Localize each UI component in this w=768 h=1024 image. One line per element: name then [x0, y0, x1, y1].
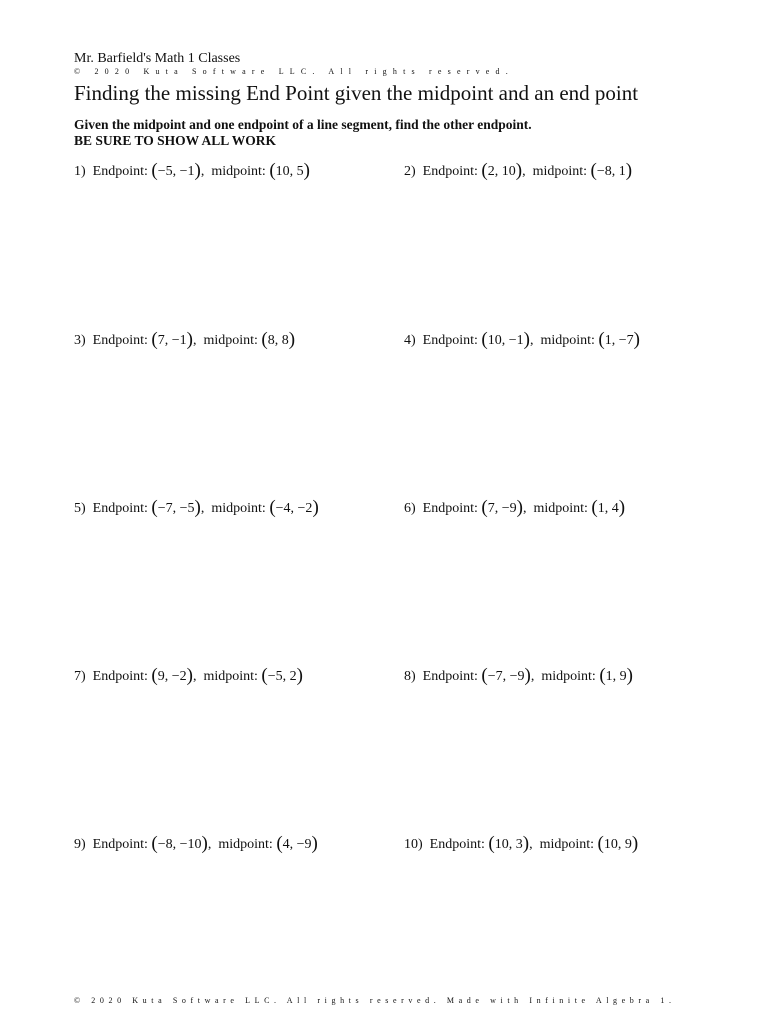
problem-number: 2)	[404, 164, 416, 179]
endpoint-label: Endpoint:	[92, 501, 148, 516]
midpoint-label: midpoint:	[541, 669, 596, 684]
worksheet-header	[74, 50, 714, 106]
problem-number: 5)	[74, 501, 86, 516]
footer-copyright: © 2020 Kuta Software LLC. All rights reserved. Made with Infinite Algebra 1.	[74, 996, 676, 1005]
endpoint-label: Endpoint:	[422, 164, 478, 179]
problem-9: 9) Endpoint: (−8, −10), midpoint: (4, −9)	[74, 833, 318, 854]
worksheet-title: Finding the missing End Point given the midpoint and an end point	[74, 81, 639, 105]
endpoint-label: Endpoint:	[429, 837, 485, 852]
endpoint-value: −7, −9	[487, 669, 525, 684]
midpoint-label: midpoint:	[218, 837, 273, 852]
problem-1: 1) Endpoint: (−5, −1), midpoint: (10, 5)	[74, 160, 310, 181]
problem-number: 1)	[74, 164, 86, 179]
midpoint-value: 10, 5	[275, 164, 304, 179]
problem-6: 6) Endpoint: (7, −9), midpoint: (1, 4)	[404, 497, 626, 518]
problem-7: 7) Endpoint: (9, −2), midpoint: (−5, 2)	[74, 665, 303, 686]
endpoint-value: 7, −1	[157, 333, 187, 348]
problem-4: 4) Endpoint: (10, −1), midpoint: (1, −7)	[404, 329, 640, 350]
endpoint-value: −8, −10	[157, 837, 202, 852]
problem-number: 6)	[404, 501, 416, 516]
endpoint-value: 10, 3	[494, 837, 523, 852]
endpoint-label: Endpoint:	[92, 333, 148, 348]
endpoint-value: 9, −2	[157, 669, 187, 684]
copyright-notice: © 2020 Kuta Software LLC. All rights reserved.	[74, 67, 514, 76]
midpoint-label: midpoint:	[211, 501, 266, 516]
midpoint-value: 1, −7	[604, 333, 634, 348]
endpoint-label: Endpoint:	[92, 669, 148, 684]
midpoint-label: midpoint:	[532, 164, 588, 179]
endpoint-label: Endpoint:	[92, 837, 148, 852]
instructions-line-1: Given the midpoint and one endpoint of a line segment, find the other endpoint.	[74, 117, 532, 132]
problem-number: 9)	[74, 837, 86, 852]
endpoint-value: 7, −9	[487, 501, 517, 516]
endpoint-value: −5, −1	[157, 164, 195, 179]
midpoint-value: 1, 4	[597, 501, 619, 516]
instructions	[74, 117, 532, 149]
problem-number: 3)	[74, 333, 86, 348]
problem-10: 10) Endpoint: (10, 3), midpoint: (10, 9)	[404, 833, 639, 854]
endpoint-label: Endpoint:	[422, 501, 478, 516]
midpoint-label: midpoint:	[211, 164, 266, 179]
midpoint-label: midpoint:	[540, 333, 595, 348]
midpoint-label: midpoint:	[203, 669, 258, 684]
midpoint-value: −4, −2	[275, 501, 313, 516]
endpoint-value: 10, −1	[487, 333, 524, 348]
problem-number: 10)	[404, 837, 423, 852]
problem-2: 2) Endpoint: (2, 10), midpoint: (−8, 1)	[404, 160, 633, 181]
midpoint-label: midpoint:	[533, 501, 588, 516]
midpoint-value: 10, 9	[603, 837, 632, 852]
instructions-line-2: BE SURE TO SHOW ALL WORK	[74, 133, 276, 148]
midpoint-label: midpoint:	[203, 333, 258, 348]
problem-number: 4)	[404, 333, 416, 348]
endpoint-label: Endpoint:	[422, 669, 478, 684]
midpoint-value: −5, 2	[267, 669, 297, 684]
midpoint-value: 1, 9	[605, 669, 627, 684]
endpoint-label: Endpoint:	[92, 164, 148, 179]
midpoint-value: 8, 8	[267, 333, 289, 348]
problem-8: 8) Endpoint: (−7, −9), midpoint: (1, 9)	[404, 665, 633, 686]
problem-3: 3) Endpoint: (7, −1), midpoint: (8, 8)	[74, 329, 296, 350]
problem-5: 5) Endpoint: (−7, −5), midpoint: (−4, −2)	[74, 497, 319, 518]
endpoint-label: Endpoint:	[422, 333, 478, 348]
midpoint-value: 4, −9	[282, 837, 312, 852]
endpoint-value: −7, −5	[157, 501, 195, 516]
midpoint-label: midpoint:	[539, 837, 595, 852]
endpoint-value: 2, 10	[487, 164, 516, 179]
midpoint-value: −8, 1	[596, 164, 626, 179]
problem-number: 8)	[404, 669, 416, 684]
problem-number: 7)	[74, 669, 86, 684]
teacher-name: Mr. Barfield's Math 1 Classes	[74, 51, 241, 66]
